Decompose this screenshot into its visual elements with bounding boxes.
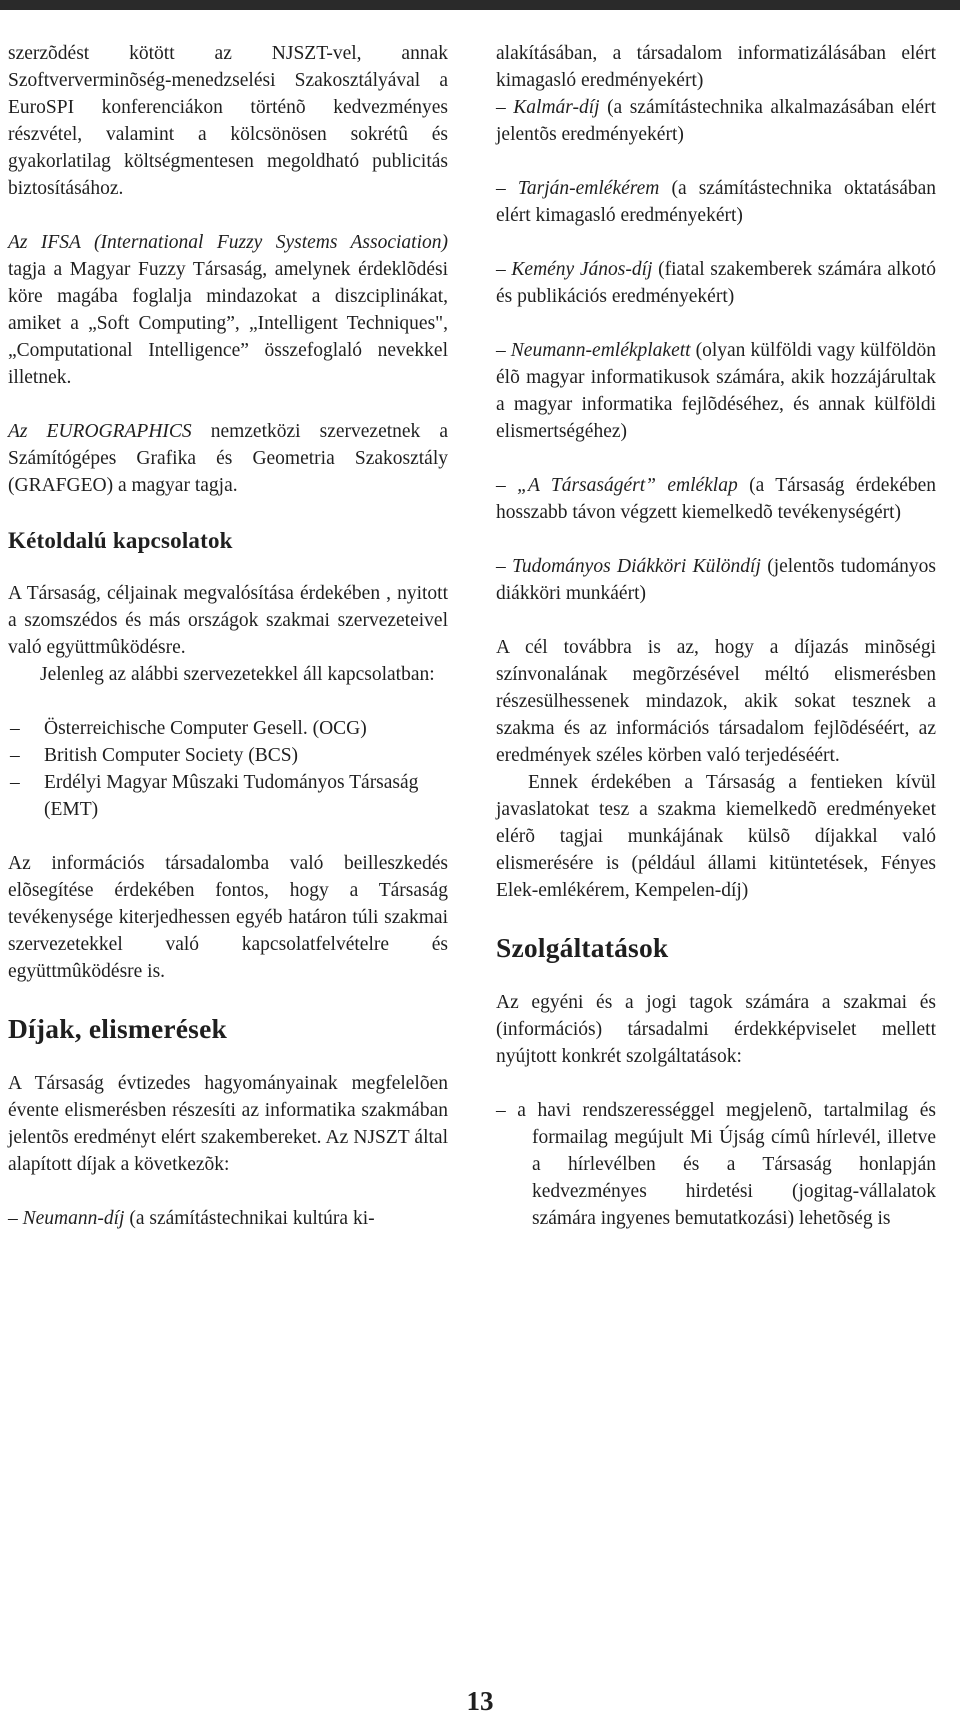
paragraph-ifsa <box>8 229 448 391</box>
award-tdk <box>496 553 936 607</box>
award-name: Neumann-emlékplakett <box>510 340 691 361</box>
paragraph-award-proposals: Ennek érdekében a Társaság a fentieken kívül javaslatokat tesz a szakma kiemelkedõ eredményeket elérõ tagjai munkájának külsõ díjakkal való elismerésére is (például állami kitüntetések, Fényes Elek-emlékérem, Kempelen-díj) <box>496 772 936 901</box>
eurographics-text: nemzetközi szervezetnek a Számítógépes Grafika és Geometria Szakosztály (GRAFGEO) a magyar tagja. <box>8 421 448 496</box>
award-kemeny <box>496 256 936 310</box>
eurographics-name: Az EUROGRAPHICS <box>8 421 192 442</box>
paragraph-awards-intro: A Társaság évtizedes hagyományainak megfelelõen évente elismerésben részesíti az informatika szakmában jelentõs eredményt elért szakembereket. Az NJSZT által alapított díjak a következõk: <box>8 1073 448 1175</box>
list-item: – Österreichische Computer Gesell. (OCG) <box>8 715 448 742</box>
award-dash: – <box>496 97 514 118</box>
award-dash: – <box>496 475 518 496</box>
award-tarjan <box>496 175 936 229</box>
paragraph-eurographics <box>8 418 448 499</box>
award-description: (a számítástechnikai kultúra ki- <box>124 1208 375 1229</box>
paragraph-award-goal: A cél továbbra is az, hogy a díjazás minõségi színvonalának megõrzésével méltó elismerésben részesülhessenek mindazok, akik sokat tesznek a szakma és az információs társadalom fejlõdéséért, az eredmények széles körben való terjedéséért. <box>496 637 936 766</box>
page-number: 13 <box>466 1686 494 1716</box>
award-name: Neumann-díj <box>22 1208 125 1229</box>
award-description: (jelentõs tudományos diákköri munkáért) <box>496 556 937 604</box>
partner-org-list <box>8 715 448 823</box>
paragraph-information-society: Az információs társadalomba való beilleszkedés elõsegítése érdekében fontos, hogy a Társaság tevékenysége kiterjedhessen egyéb határon túli szakmai szervezetekkel való kapcsolatfelvételre és együttmûködésre is. <box>8 853 448 982</box>
paragraph-bilateral-intro: A Társaság, céljainak megvalósítása érdekében , nyitott a szomszédos és más országok szakmai szervezeteivel való együttmûködésre. <box>8 583 448 658</box>
award-neumann <box>8 1205 448 1232</box>
award-dash: – <box>496 340 511 361</box>
award-dash: – <box>496 259 512 280</box>
award-tarsasagert <box>496 472 936 526</box>
award-name: Tarján-emlékérem <box>517 178 660 199</box>
award-description: (olyan külföldi vagy külföldön élõ magyar informatikusok számára, akik hozzájárultak a magyar informatika fejlõdéséhez, és annak külföldi elismertségéhez) <box>496 340 936 442</box>
award-description: (a számítástechnika oktatásában elért kimagasló eredményekért) <box>496 178 937 226</box>
award-name: Kalmár-díj <box>513 97 600 118</box>
award-name: Kemény János-díj <box>511 259 653 280</box>
paragraph-current-relations: Jelenleg az alábbi szervezetekkel áll kapcsolatban: <box>40 664 435 685</box>
list-item: – British Computer Society (BCS) <box>8 742 448 769</box>
award-description: (fiatal szakemberek számára alkotó és publikációs eredményekért) <box>496 259 936 307</box>
ifsa-text: tagja a Magyar Fuzzy Társaság, amelynek érdeklõdési köre magába foglalja mindazokat a diszciplinákat, amiket a „Soft Computing”, „Intelligent Techniques", „Computational Intelligence” összefoglaló nevekkel illetnek. <box>8 259 448 388</box>
award-name: Tudományos Diákköri Különdíj <box>512 556 761 577</box>
award-kalmar <box>496 94 936 148</box>
award-dash: – <box>496 178 518 199</box>
ifsa-name: Az IFSA (International Fuzzy Systems Association) <box>8 232 448 253</box>
award-neumann-continued: alakításában, a társadalom informatizálásában elért kimagasló eredményekért) <box>496 43 936 91</box>
award-name: „A Társaságért” emléklap <box>517 475 738 496</box>
heading-awards: Díjak, elismerések <box>8 1013 227 1044</box>
heading-services: Szolgáltatások <box>496 932 669 963</box>
award-description: (a Társaság érdekében hosszabb távon végzett kiemelkedõ tevékenységért) <box>496 475 937 523</box>
paragraph-services-intro: Az egyéni és a jogi tagok számára a szakmai és (információs) társadalmi érdekképviselet mellett nyújtott konkrét szolgáltatások: <box>496 992 936 1067</box>
award-dash: – <box>496 556 513 577</box>
top-rule <box>0 0 960 10</box>
right-column <box>496 40 936 1232</box>
heading-bilateral: Kétoldalú kapcsolatok <box>8 528 233 553</box>
paragraph-eurospi: szerzõdést kötött az NJSZT-vel, annak Szoftververminõség-menedzselési Szakosztályával a EuroSPI konferenciákon történõ kedvezményes részvétel, valamint a kölcsönösen sokrétû és gyakorlatilag költségmentesen megoldható publicitás biztosításához. <box>8 43 448 199</box>
award-description: (a számítástechnika alkalmazásában elért jelentõs eredményekért) <box>496 97 936 145</box>
list-item: – Erdélyi Magyar Mûszaki Tudományos Társaság (EMT) <box>8 769 448 823</box>
award-neumann-plakett <box>496 337 936 445</box>
left-column <box>8 40 448 1232</box>
service-newsletter: – a havi rendszerességgel megjelenõ, tartalmilag és formailag megújult Mi Újság címû hírlevél, illetve a hírlevélben és a Társaság honlapján kedvezményes hirdetési (jogitag-vállalatok számára ingyenes bemutatkozási) lehetõség is <box>496 1100 936 1229</box>
award-dash: – <box>8 1208 23 1229</box>
